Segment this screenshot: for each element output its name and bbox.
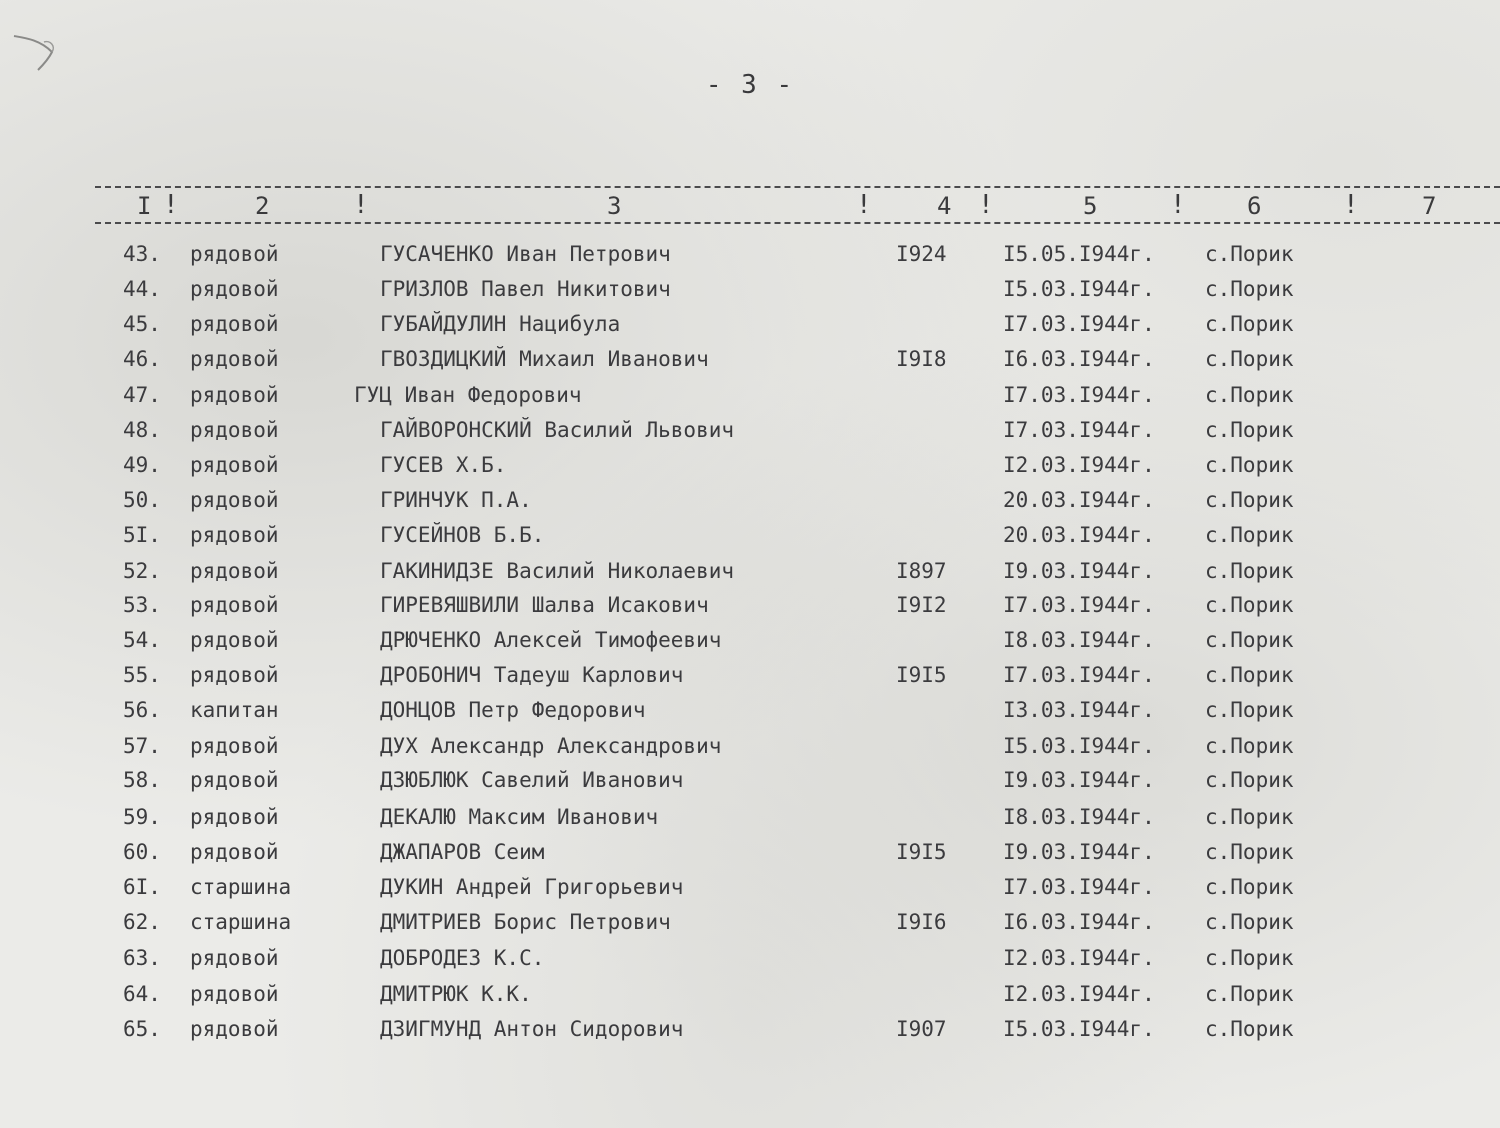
column-header-7: 7	[1422, 192, 1437, 220]
row-rank: рядовой	[190, 946, 279, 970]
list-row	[0, 383, 1500, 417]
column-header-4: 4	[937, 192, 952, 220]
row-place: с.Порик	[1205, 347, 1294, 371]
row-place: с.Порик	[1205, 559, 1294, 583]
row-date: I7.03.I944г.	[1003, 875, 1155, 899]
row-number: 62.	[123, 910, 161, 934]
row-birth-year: I924	[896, 242, 947, 266]
list-row	[0, 277, 1500, 311]
column-header-3: 3	[607, 192, 622, 220]
row-name: ДРОБОНИЧ Тадеуш Карлович	[380, 663, 684, 687]
row-rank: рядовой	[190, 312, 279, 336]
row-name: ДЗИГМУНД Антон Сидорович	[380, 1017, 684, 1041]
row-number: 52.	[123, 559, 161, 583]
column-separator: !	[1343, 190, 1359, 220]
row-date: I2.03.I944г.	[1003, 453, 1155, 477]
row-name: ГУСАЧЕНКО Иван Петрович	[380, 242, 671, 266]
row-place: с.Порик	[1205, 523, 1294, 547]
row-name: ДМИТРЮК К.К.	[380, 982, 532, 1006]
column-separator: !	[978, 190, 994, 220]
row-rank: рядовой	[190, 453, 279, 477]
row-birth-year: I9I8	[896, 347, 947, 371]
row-number: 6I.	[123, 875, 161, 899]
list-row	[0, 628, 1500, 662]
row-number: 56.	[123, 698, 161, 722]
row-rank: рядовой	[190, 383, 279, 407]
row-number: 48.	[123, 418, 161, 442]
row-number: 54.	[123, 628, 161, 652]
row-number: 58.	[123, 768, 161, 792]
header-rule-top	[95, 186, 1500, 188]
list-row	[0, 347, 1500, 381]
row-place: с.Порик	[1205, 488, 1294, 512]
row-birth-year: I907	[896, 1017, 947, 1041]
row-place: с.Порик	[1205, 418, 1294, 442]
row-name: ДУКИН Андрей Григорьевич	[380, 875, 684, 899]
row-name: ДОБРОДЕЗ К.С.	[380, 946, 545, 970]
row-rank: рядовой	[190, 1017, 279, 1041]
torn-corner-mark	[0, 0, 60, 80]
column-header-1: I	[137, 192, 152, 220]
row-name: ДМИТРИЕВ Борис Петрович	[380, 910, 671, 934]
list-row	[0, 698, 1500, 732]
list-row	[0, 1017, 1500, 1051]
row-rank: рядовой	[190, 559, 279, 583]
row-number: 59.	[123, 805, 161, 829]
row-date: 20.03.I944г.	[1003, 523, 1155, 547]
row-number: 5I.	[123, 523, 161, 547]
list-row	[0, 840, 1500, 874]
list-row	[0, 242, 1500, 276]
row-place: с.Порик	[1205, 768, 1294, 792]
row-name: ГАЙВОРОНСКИЙ Василий Львович	[380, 418, 735, 442]
row-place: с.Порик	[1205, 910, 1294, 934]
list-row	[0, 488, 1500, 522]
header-rule-bottom	[95, 222, 1500, 224]
row-place: с.Порик	[1205, 946, 1294, 970]
column-separator: !	[163, 190, 179, 220]
row-rank: рядовой	[190, 840, 279, 864]
row-date: I3.03.I944г.	[1003, 698, 1155, 722]
row-name: ДОНЦОВ Петр Федорович	[380, 698, 646, 722]
row-place: с.Порик	[1205, 1017, 1294, 1041]
row-date: I7.03.I944г.	[1003, 312, 1155, 336]
row-place: с.Порик	[1205, 242, 1294, 266]
row-rank: старшина	[190, 875, 292, 899]
row-place: с.Порик	[1205, 312, 1294, 336]
row-name: ГУЦ Иван Федорович	[354, 383, 582, 407]
row-rank: рядовой	[190, 734, 279, 758]
row-rank: рядовой	[190, 805, 279, 829]
row-rank: рядовой	[190, 488, 279, 512]
list-row	[0, 982, 1500, 1016]
column-header-5: 5	[1083, 192, 1098, 220]
row-name: ГУСЕВ Х.Б.	[380, 453, 507, 477]
row-place: с.Порик	[1205, 383, 1294, 407]
row-rank: рядовой	[190, 982, 279, 1006]
row-rank: рядовой	[190, 242, 279, 266]
row-place: с.Порик	[1205, 628, 1294, 652]
row-number: 53.	[123, 593, 161, 617]
list-row	[0, 805, 1500, 839]
row-number: 43.	[123, 242, 161, 266]
row-rank: рядовой	[190, 628, 279, 652]
row-place: с.Порик	[1205, 805, 1294, 829]
row-number: 63.	[123, 946, 161, 970]
row-date: I2.03.I944г.	[1003, 982, 1155, 1006]
list-row	[0, 875, 1500, 909]
row-number: 46.	[123, 347, 161, 371]
row-number: 45.	[123, 312, 161, 336]
row-number: 57.	[123, 734, 161, 758]
row-birth-year: I897	[896, 559, 947, 583]
list-row	[0, 523, 1500, 557]
row-birth-year: I9I6	[896, 910, 947, 934]
list-row	[0, 910, 1500, 944]
row-date: I7.03.I944г.	[1003, 663, 1155, 687]
row-number: 50.	[123, 488, 161, 512]
row-rank: капитан	[190, 698, 279, 722]
row-name: ДУХ Александр Александрович	[380, 734, 722, 758]
row-place: с.Порик	[1205, 840, 1294, 864]
row-date: I9.03.I944г.	[1003, 768, 1155, 792]
row-name: ДЕКАЛЮ Максим Иванович	[380, 805, 659, 829]
row-name: ГВОЗДИЦКИЙ Михаил Иванович	[380, 347, 709, 371]
list-row	[0, 312, 1500, 346]
row-date: I7.03.I944г.	[1003, 383, 1155, 407]
row-name: ГРИНЧУК П.А.	[380, 488, 532, 512]
row-birth-year: I9I5	[896, 663, 947, 687]
row-place: с.Порик	[1205, 875, 1294, 899]
row-date: I5.03.I944г.	[1003, 734, 1155, 758]
row-name: ГАКИНИДЗЕ Василий Николаевич	[380, 559, 735, 583]
row-place: с.Порик	[1205, 593, 1294, 617]
list-row	[0, 734, 1500, 768]
row-rank: рядовой	[190, 663, 279, 687]
row-date: I7.03.I944г.	[1003, 418, 1155, 442]
list-row	[0, 559, 1500, 593]
row-date: I8.03.I944г.	[1003, 628, 1155, 652]
row-date: 20.03.I944г.	[1003, 488, 1155, 512]
row-number: 49.	[123, 453, 161, 477]
row-place: с.Порик	[1205, 663, 1294, 687]
row-date: I9.03.I944г.	[1003, 840, 1155, 864]
row-number: 64.	[123, 982, 161, 1006]
row-name: ДЖАПАРОВ Сеим	[380, 840, 545, 864]
row-place: с.Порик	[1205, 453, 1294, 477]
row-date: I8.03.I944г.	[1003, 805, 1155, 829]
list-row	[0, 663, 1500, 697]
row-date: I5.03.I944г.	[1003, 277, 1155, 301]
column-header-6: 6	[1247, 192, 1262, 220]
list-row	[0, 418, 1500, 452]
list-row	[0, 946, 1500, 980]
row-date: I5.05.I944г.	[1003, 242, 1155, 266]
row-place: с.Порик	[1205, 982, 1294, 1006]
row-name: ДРЮЧЕНКО Алексей Тимофеевич	[380, 628, 722, 652]
row-name: ГРИЗЛОВ Павел Никитович	[380, 277, 671, 301]
list-row	[0, 768, 1500, 802]
row-date: I5.03.I944г.	[1003, 1017, 1155, 1041]
row-date: I2.03.I944г.	[1003, 946, 1155, 970]
row-date: I9.03.I944г.	[1003, 559, 1155, 583]
row-number: 60.	[123, 840, 161, 864]
row-birth-year: I9I2	[896, 593, 947, 617]
row-rank: рядовой	[190, 593, 279, 617]
row-rank: рядовой	[190, 523, 279, 547]
column-separator: !	[1170, 190, 1186, 220]
row-rank: старшина	[190, 910, 292, 934]
row-birth-year: I9I5	[896, 840, 947, 864]
row-date: I7.03.I944г.	[1003, 593, 1155, 617]
row-number: 44.	[123, 277, 161, 301]
row-place: с.Порик	[1205, 698, 1294, 722]
row-rank: рядовой	[190, 418, 279, 442]
row-name: ДЗЮБЛЮК Савелий Иванович	[380, 768, 684, 792]
row-number: 65.	[123, 1017, 161, 1041]
list-row	[0, 453, 1500, 487]
row-place: с.Порик	[1205, 277, 1294, 301]
row-number: 55.	[123, 663, 161, 687]
column-separator: !	[856, 190, 872, 220]
row-rank: рядовой	[190, 347, 279, 371]
row-rank: рядовой	[190, 277, 279, 301]
row-name: ГУБАЙДУЛИН Нацибула	[380, 312, 621, 336]
column-header-2: 2	[255, 192, 270, 220]
row-date: I6.03.I944г.	[1003, 910, 1155, 934]
list-row	[0, 593, 1500, 627]
row-name: ГУСЕЙНОВ Б.Б.	[380, 523, 545, 547]
row-name: ГИРЕВЯШВИЛИ Шалва Исакович	[380, 593, 709, 617]
row-place: с.Порик	[1205, 734, 1294, 758]
row-date: I6.03.I944г.	[1003, 347, 1155, 371]
column-separator: !	[353, 190, 369, 220]
row-rank: рядовой	[190, 768, 279, 792]
page-number: - 3 -	[705, 70, 795, 100]
row-number: 47.	[123, 383, 161, 407]
